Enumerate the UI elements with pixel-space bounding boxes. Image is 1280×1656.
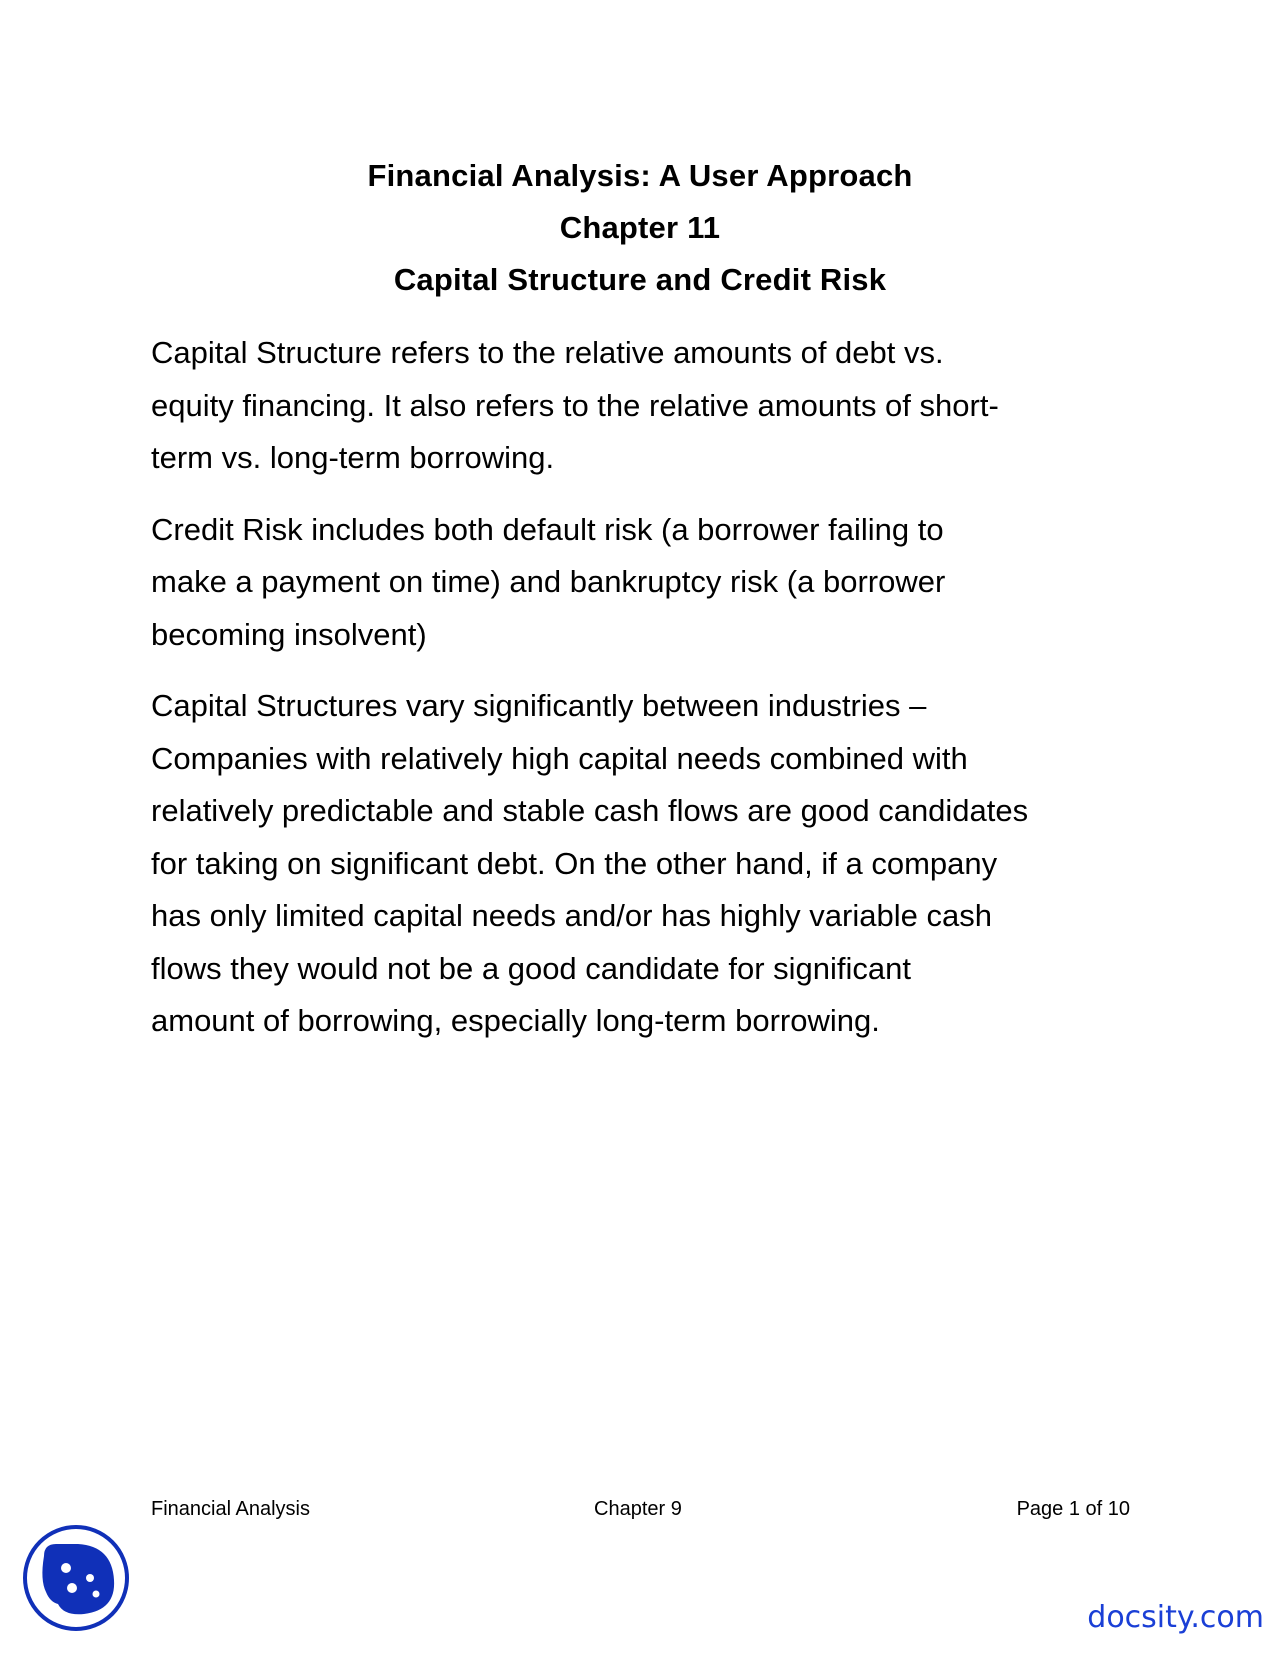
watermark-text: docsity.com	[1087, 1600, 1264, 1635]
text-line: has only limited capital needs and/or has highly variable cash	[151, 898, 992, 933]
document-body	[151, 327, 1151, 1067]
text-line: term vs. long-term borrowing.	[151, 440, 555, 475]
text-line: flows they would not be a good candidate for significant	[151, 950, 911, 986]
title-line-2: Chapter 11	[559, 210, 721, 245]
title-line-3: Capital Structure and Credit Risk	[393, 262, 887, 297]
document-title	[0, 150, 1280, 306]
title-line-1: Financial Analysis: A User Approach	[367, 158, 913, 193]
paragraph-credit-risk	[151, 504, 1151, 662]
text-line: equity financing. It also refers to the relative amounts of short-	[151, 387, 999, 423]
logo-graphic	[20, 1522, 132, 1634]
text-line: Credit Risk includes both default risk (a borrower failing to	[151, 511, 944, 547]
text-line: becoming insolvent)	[151, 616, 427, 652]
text-line: Companies with relatively high capital needs combined with	[151, 740, 968, 776]
footer-center-text: Chapter 9	[594, 1498, 682, 1520]
text-line: relatively predictable and stable cash flows are good candidates	[151, 793, 1029, 828]
docsity-logo-icon	[20, 1522, 132, 1634]
text-line: for taking on significant debt. On the other hand, if a company	[151, 845, 998, 881]
text-line: make a payment on time) and bankruptcy risk (a borrower	[151, 564, 946, 599]
paragraph-capital-structure	[151, 327, 1151, 485]
text-line: amount of borrowing, especially long-term borrowing.	[151, 1003, 880, 1038]
text-line: Capital Structure refers to the relative amounts of debt vs.	[151, 335, 944, 370]
text-line: Capital Structures vary significantly between industries –	[151, 688, 927, 723]
page-footer	[151, 1495, 1130, 1523]
paragraph-industry-variation	[151, 680, 1151, 1048]
footer-left-text: Financial Analysis	[151, 1498, 310, 1520]
footer-page-number: Page 1 of 10	[1016, 1498, 1130, 1520]
